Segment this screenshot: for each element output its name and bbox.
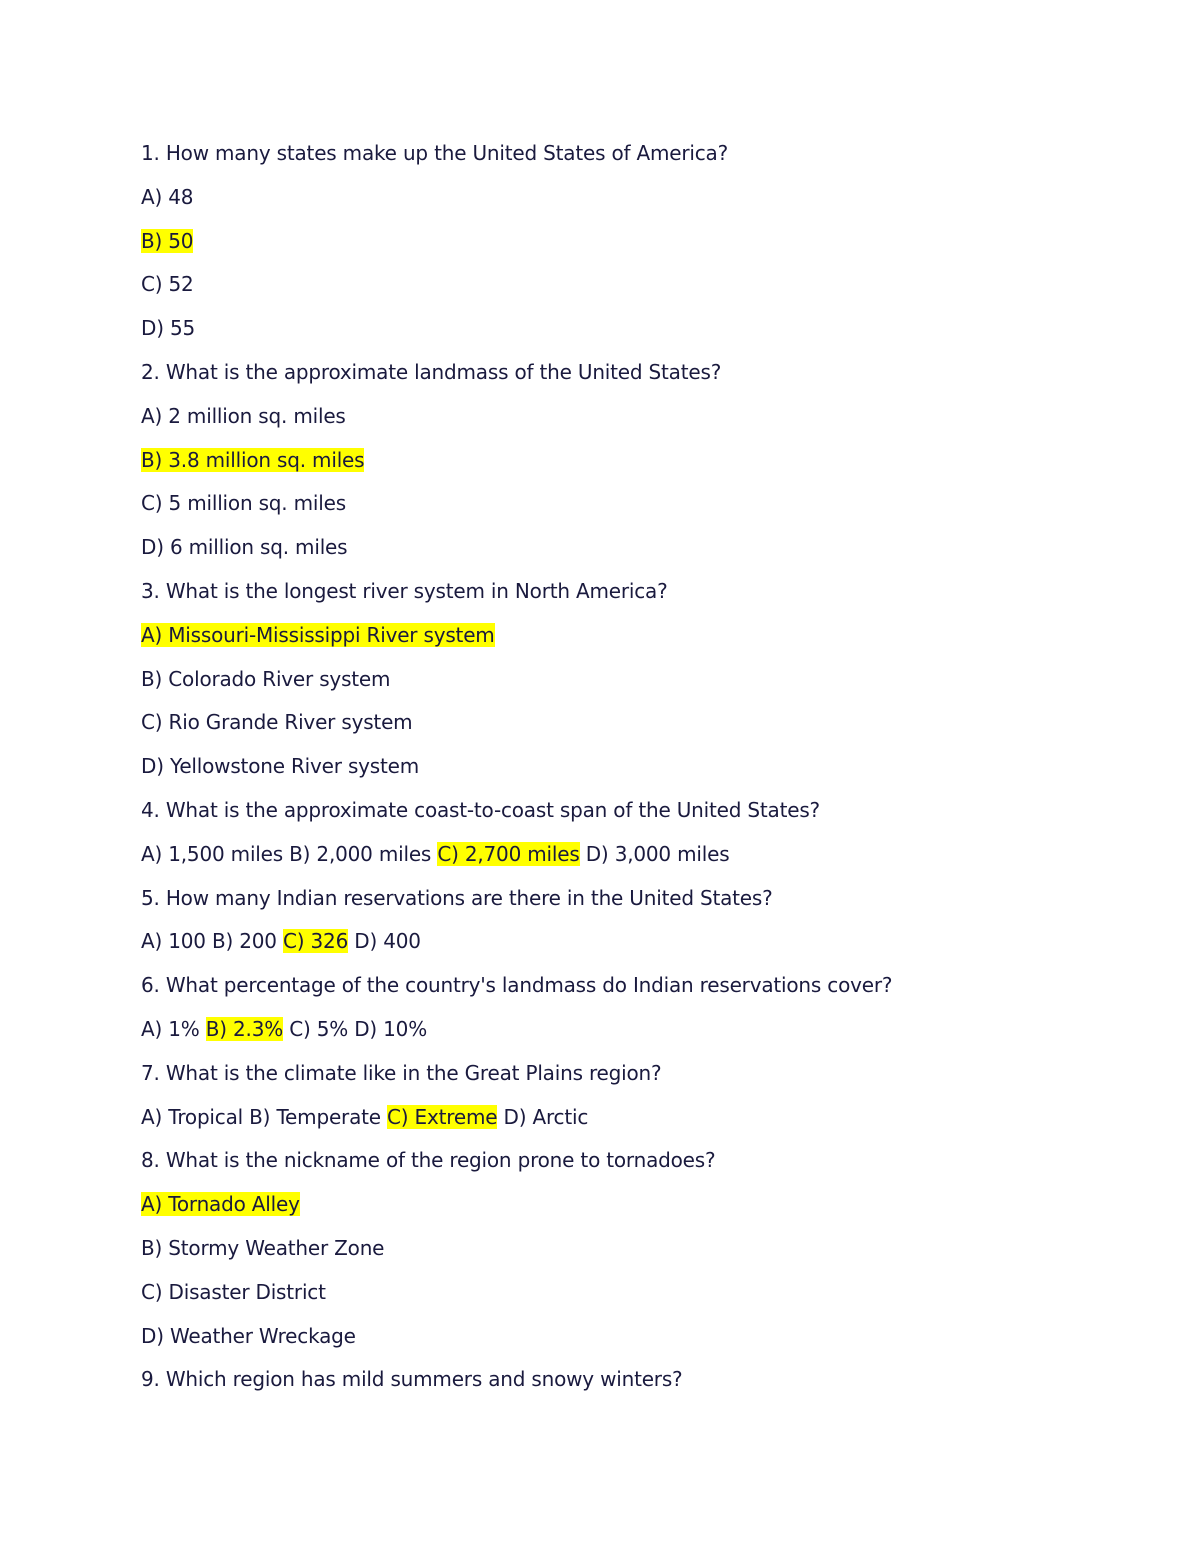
question-text: 2. What is the approximate landmass of the United States?	[141, 359, 722, 384]
answer-line	[141, 614, 1101, 658]
highlighted-answer: A) Tornado Alley	[141, 1192, 300, 1217]
answer-line	[141, 482, 1101, 526]
question-line	[141, 1139, 1101, 1183]
highlighted-answer: C) Extreme	[387, 1104, 498, 1129]
answer-line	[141, 439, 1101, 483]
answer-text: B) Stormy Weather Zone	[141, 1235, 385, 1260]
answer-line	[141, 1271, 1101, 1315]
highlighted-answer: B) 2.3%	[205, 1016, 284, 1041]
question-line	[141, 789, 1101, 833]
question-text: 5. How many Indian reservations are there in the United States?	[141, 885, 773, 910]
answer-line	[141, 1008, 1101, 1052]
question-text: 7. What is the climate like in the Great Plains region?	[141, 1060, 662, 1085]
answer-line	[141, 1096, 1101, 1140]
answer-text: A) 2 million sq. miles	[141, 403, 346, 428]
quiz-content	[141, 132, 1101, 1402]
answer-text: D) Arctic	[497, 1104, 589, 1129]
question-line	[141, 132, 1101, 176]
answer-text: A) Tropical B) Temperate	[141, 1104, 388, 1129]
highlighted-answer: C) 326	[283, 929, 349, 954]
answer-text: A) 100 B) 200	[141, 929, 283, 954]
question-text: 6. What percentage of the country's landmass do Indian reservations cover?	[141, 973, 893, 998]
highlighted-answer: B) 50	[141, 228, 194, 253]
answer-line	[141, 833, 1101, 877]
answer-line	[141, 176, 1101, 220]
answer-line	[141, 526, 1101, 570]
answer-text: D) 6 million sq. miles	[141, 535, 348, 560]
question-text: 4. What is the approximate coast-to-coast span of the United States?	[141, 797, 820, 822]
question-line	[141, 570, 1101, 614]
answer-line	[141, 920, 1101, 964]
highlighted-answer: C) 2,700 miles	[437, 841, 580, 866]
answer-line	[141, 745, 1101, 789]
answer-text: A) 1,500 miles B) 2,000 miles	[141, 841, 438, 866]
answer-line	[141, 1183, 1101, 1227]
answer-text: B) Colorado River system	[141, 666, 391, 691]
answer-text: C) 5 million sq. miles	[141, 491, 346, 516]
answer-text: D) Yellowstone River system	[141, 754, 420, 779]
question-line	[141, 1358, 1101, 1402]
question-text: 9. Which region has mild summers and snowy winters?	[141, 1367, 683, 1392]
answer-text: D) 3,000 miles	[579, 841, 730, 866]
question-text: 1. How many states make up the United States of America?	[141, 141, 728, 165]
answer-text: A) 1%	[141, 1016, 206, 1041]
answer-line	[141, 658, 1101, 702]
answer-text: C) Rio Grande River system	[141, 710, 413, 735]
answer-line	[141, 1315, 1101, 1359]
answer-text: D) 55	[141, 316, 196, 341]
answer-line	[141, 395, 1101, 439]
question-text: 8. What is the nickname of the region prone to tornadoes?	[141, 1148, 716, 1173]
answer-text: D) 400	[348, 929, 421, 954]
answer-text: D) Weather Wreckage	[141, 1323, 356, 1348]
answer-text: C) Disaster District	[141, 1279, 326, 1304]
question-line	[141, 351, 1101, 395]
answer-line	[141, 701, 1101, 745]
answer-line	[141, 263, 1101, 307]
answer-text: A) 48	[141, 184, 194, 209]
answer-line	[141, 220, 1101, 264]
highlighted-answer: B) 3.8 million sq. miles	[141, 447, 365, 472]
question-line	[141, 1052, 1101, 1096]
answer-line	[141, 1227, 1101, 1271]
answer-line	[141, 307, 1101, 351]
highlighted-answer: A) Missouri-Mississippi River system	[141, 622, 495, 647]
question-text: 3. What is the longest river system in North America?	[141, 578, 668, 603]
answer-text: C) 5% D) 10%	[283, 1016, 428, 1041]
question-line	[141, 877, 1101, 921]
question-line	[141, 964, 1101, 1008]
answer-text: C) 52	[141, 272, 194, 297]
